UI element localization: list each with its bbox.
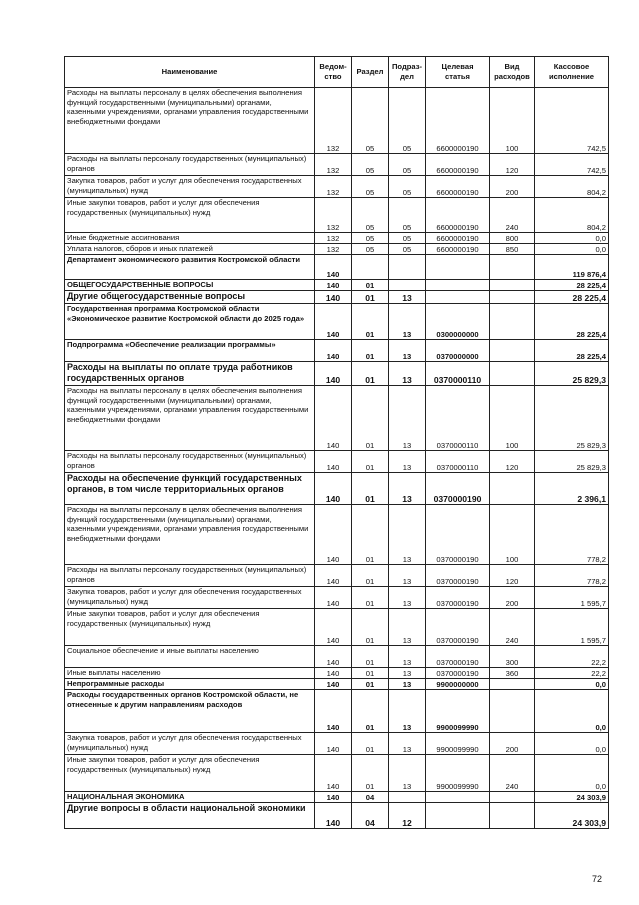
cell-article bbox=[426, 792, 490, 803]
cell-name: Расходы на обеспечение функций государственных органов, в том числе территориальных органов bbox=[65, 473, 315, 505]
table-row bbox=[65, 198, 609, 233]
cell-kind bbox=[490, 473, 535, 505]
cell-article: 0370000190 bbox=[426, 587, 490, 609]
cell-article: 0370000190 bbox=[426, 646, 490, 668]
cell-amount: 0,0 bbox=[535, 233, 609, 244]
cell-kind bbox=[490, 291, 535, 304]
budget-execution-table bbox=[64, 56, 609, 829]
cell-name: Иные закупки товаров, работ и услуг для обеспечения государственных (муниципальных) нужд bbox=[65, 609, 315, 646]
table-row bbox=[65, 291, 609, 304]
table-row bbox=[65, 505, 609, 565]
cell-subsection: 13 bbox=[389, 451, 426, 473]
cell-kind bbox=[490, 803, 535, 829]
table-row bbox=[65, 473, 609, 505]
cell-name: Другие общегосударственные вопросы bbox=[65, 291, 315, 304]
cell-kind: 120 bbox=[490, 565, 535, 587]
cell-section bbox=[352, 255, 389, 280]
cell-subsection: 13 bbox=[389, 304, 426, 340]
cell-subsection: 13 bbox=[389, 609, 426, 646]
cell-article: 9900099990 bbox=[426, 733, 490, 755]
cell-kind: 200 bbox=[490, 733, 535, 755]
cell-amount: 25 829,3 bbox=[535, 451, 609, 473]
cell-kind: 200 bbox=[490, 176, 535, 198]
cell-dept: 140 bbox=[315, 505, 352, 565]
table-row bbox=[65, 244, 609, 255]
cell-kind: 800 bbox=[490, 233, 535, 244]
cell-kind: 850 bbox=[490, 244, 535, 255]
header-name: Наименование bbox=[65, 57, 315, 88]
cell-kind bbox=[490, 340, 535, 362]
cell-section: 01 bbox=[352, 679, 389, 690]
cell-name: Департамент экономического развития Костромской области bbox=[65, 255, 315, 280]
cell-section: 04 bbox=[352, 792, 389, 803]
cell-section: 05 bbox=[352, 176, 389, 198]
cell-article bbox=[426, 255, 490, 280]
cell-name: Расходы на выплаты персоналу государственных (муниципальных) органов bbox=[65, 154, 315, 176]
cell-article: 9900099990 bbox=[426, 755, 490, 792]
header-amount: Кассовое исполнение bbox=[535, 57, 609, 88]
header-dept: Ведом-ство bbox=[315, 57, 352, 88]
cell-article: 6600000190 bbox=[426, 88, 490, 154]
cell-subsection: 13 bbox=[389, 291, 426, 304]
header-article: Целевая статья bbox=[426, 57, 490, 88]
cell-name: Иные бюджетные ассигнования bbox=[65, 233, 315, 244]
cell-kind: 240 bbox=[490, 198, 535, 233]
cell-amount: 28 225,4 bbox=[535, 340, 609, 362]
cell-dept: 132 bbox=[315, 198, 352, 233]
cell-subsection: 05 bbox=[389, 198, 426, 233]
cell-dept: 132 bbox=[315, 244, 352, 255]
cell-section: 05 bbox=[352, 88, 389, 154]
cell-name: НАЦИОНАЛЬНАЯ ЭКОНОМИКА bbox=[65, 792, 315, 803]
table-row bbox=[65, 154, 609, 176]
cell-amount: 24 303,9 bbox=[535, 803, 609, 829]
cell-name: Закупка товаров, работ и услуг для обеспечения государственных (муниципальных) нужд bbox=[65, 587, 315, 609]
cell-name: ОБЩЕГОСУДАРСТВЕННЫЕ ВОПРОСЫ bbox=[65, 280, 315, 291]
cell-dept: 140 bbox=[315, 668, 352, 679]
cell-section: 01 bbox=[352, 690, 389, 733]
table-row bbox=[65, 233, 609, 244]
cell-subsection: 13 bbox=[389, 565, 426, 587]
cell-subsection bbox=[389, 280, 426, 291]
table-row bbox=[65, 755, 609, 792]
cell-subsection: 13 bbox=[389, 473, 426, 505]
cell-amount: 0,0 bbox=[535, 679, 609, 690]
cell-dept: 140 bbox=[315, 451, 352, 473]
table-row bbox=[65, 340, 609, 362]
cell-kind: 120 bbox=[490, 451, 535, 473]
cell-name: Социальное обеспечение и иные выплаты населению bbox=[65, 646, 315, 668]
cell-article: 6600000190 bbox=[426, 176, 490, 198]
cell-article bbox=[426, 291, 490, 304]
cell-amount: 804,2 bbox=[535, 198, 609, 233]
cell-subsection: 05 bbox=[389, 244, 426, 255]
cell-dept: 140 bbox=[315, 792, 352, 803]
cell-kind: 240 bbox=[490, 609, 535, 646]
cell-dept: 140 bbox=[315, 255, 352, 280]
cell-subsection bbox=[389, 792, 426, 803]
cell-dept: 140 bbox=[315, 679, 352, 690]
cell-name: Уплата налогов, сборов и иных платежей bbox=[65, 244, 315, 255]
cell-dept: 140 bbox=[315, 340, 352, 362]
cell-subsection: 05 bbox=[389, 88, 426, 154]
cell-section: 01 bbox=[352, 473, 389, 505]
cell-name: Расходы на выплаты персоналу в целях обеспечения выполнения функций государственными (муниципальными) органами, казенными учреждениями, органами управления государственными внебюджетными фондами bbox=[65, 88, 315, 154]
table-row bbox=[65, 646, 609, 668]
cell-amount: 25 829,3 bbox=[535, 362, 609, 386]
cell-amount: 1 595,7 bbox=[535, 609, 609, 646]
cell-article: 0370000000 bbox=[426, 340, 490, 362]
header-section: Раздел bbox=[352, 57, 389, 88]
cell-dept: 132 bbox=[315, 233, 352, 244]
cell-amount: 28 225,4 bbox=[535, 280, 609, 291]
cell-section: 01 bbox=[352, 505, 389, 565]
cell-dept: 140 bbox=[315, 565, 352, 587]
table-row bbox=[65, 176, 609, 198]
cell-subsection: 13 bbox=[389, 690, 426, 733]
table-row bbox=[65, 668, 609, 679]
cell-amount: 25 829,3 bbox=[535, 386, 609, 451]
cell-amount: 119 876,4 bbox=[535, 255, 609, 280]
cell-kind: 100 bbox=[490, 88, 535, 154]
cell-section: 04 bbox=[352, 803, 389, 829]
cell-amount: 742,5 bbox=[535, 154, 609, 176]
table-row bbox=[65, 690, 609, 733]
cell-kind bbox=[490, 690, 535, 733]
cell-dept: 140 bbox=[315, 733, 352, 755]
cell-name: Непрограммные расходы bbox=[65, 679, 315, 690]
cell-article: 0370000190 bbox=[426, 473, 490, 505]
cell-dept: 140 bbox=[315, 291, 352, 304]
cell-kind: 100 bbox=[490, 386, 535, 451]
cell-article: 0370000190 bbox=[426, 565, 490, 587]
cell-section: 01 bbox=[352, 362, 389, 386]
cell-kind bbox=[490, 792, 535, 803]
cell-article: 6600000190 bbox=[426, 154, 490, 176]
cell-subsection: 13 bbox=[389, 755, 426, 792]
cell-article bbox=[426, 803, 490, 829]
table-row bbox=[65, 679, 609, 690]
cell-amount: 24 303,9 bbox=[535, 792, 609, 803]
cell-dept: 140 bbox=[315, 690, 352, 733]
cell-subsection: 13 bbox=[389, 646, 426, 668]
cell-kind: 240 bbox=[490, 755, 535, 792]
cell-section: 01 bbox=[352, 668, 389, 679]
cell-amount: 0,0 bbox=[535, 733, 609, 755]
cell-amount: 1 595,7 bbox=[535, 587, 609, 609]
page-number: 72 bbox=[591, 874, 602, 884]
cell-amount: 742,5 bbox=[535, 88, 609, 154]
table-body bbox=[65, 88, 609, 829]
cell-subsection: 13 bbox=[389, 505, 426, 565]
table-row bbox=[65, 587, 609, 609]
cell-kind bbox=[490, 679, 535, 690]
table-row bbox=[65, 733, 609, 755]
table-row bbox=[65, 609, 609, 646]
cell-name: Иные выплаты населению bbox=[65, 668, 315, 679]
cell-subsection: 13 bbox=[389, 733, 426, 755]
cell-kind: 120 bbox=[490, 154, 535, 176]
cell-name: Закупка товаров, работ и услуг для обеспечения государственных (муниципальных) нужд bbox=[65, 733, 315, 755]
table-row bbox=[65, 565, 609, 587]
cell-dept: 140 bbox=[315, 362, 352, 386]
cell-dept: 132 bbox=[315, 88, 352, 154]
cell-article: 6600000190 bbox=[426, 233, 490, 244]
cell-article: 0370000190 bbox=[426, 505, 490, 565]
cell-kind bbox=[490, 304, 535, 340]
cell-amount: 2 396,1 bbox=[535, 473, 609, 505]
cell-section: 01 bbox=[352, 280, 389, 291]
cell-amount: 22,2 bbox=[535, 668, 609, 679]
header-subsection: Подраз-дел bbox=[389, 57, 426, 88]
cell-name: Расходы на выплаты персоналу государственных (муниципальных) органов bbox=[65, 565, 315, 587]
cell-section: 05 bbox=[352, 198, 389, 233]
cell-section: 01 bbox=[352, 340, 389, 362]
cell-section: 01 bbox=[352, 291, 389, 304]
cell-section: 01 bbox=[352, 755, 389, 792]
cell-amount: 28 225,4 bbox=[535, 304, 609, 340]
cell-article: 6600000190 bbox=[426, 244, 490, 255]
cell-subsection: 05 bbox=[389, 176, 426, 198]
cell-section: 01 bbox=[352, 386, 389, 451]
cell-dept: 140 bbox=[315, 587, 352, 609]
cell-subsection: 13 bbox=[389, 362, 426, 386]
cell-subsection: 05 bbox=[389, 233, 426, 244]
cell-amount: 0,0 bbox=[535, 244, 609, 255]
cell-name: Подпрограмма «Обеспечение реализации программы» bbox=[65, 340, 315, 362]
header-kind: Вид расходов bbox=[490, 57, 535, 88]
cell-article: 6600000190 bbox=[426, 198, 490, 233]
cell-article: 0370000190 bbox=[426, 668, 490, 679]
cell-kind: 360 bbox=[490, 668, 535, 679]
cell-name: Расходы на выплаты персоналу в целях обеспечения выполнения функций государственными (муниципальными) органами, казенными учреждениями, органами управления государственными внебюджетными фондами bbox=[65, 505, 315, 565]
cell-amount: 28 225,4 bbox=[535, 291, 609, 304]
cell-article: 9900000000 bbox=[426, 679, 490, 690]
cell-kind bbox=[490, 255, 535, 280]
table-row bbox=[65, 803, 609, 829]
cell-kind bbox=[490, 280, 535, 291]
cell-dept: 140 bbox=[315, 386, 352, 451]
cell-section: 05 bbox=[352, 244, 389, 255]
cell-section: 01 bbox=[352, 587, 389, 609]
cell-subsection bbox=[389, 255, 426, 280]
cell-dept: 132 bbox=[315, 176, 352, 198]
cell-article: 0370000110 bbox=[426, 386, 490, 451]
table-row bbox=[65, 386, 609, 451]
cell-dept: 140 bbox=[315, 609, 352, 646]
table-row bbox=[65, 362, 609, 386]
cell-amount: 804,2 bbox=[535, 176, 609, 198]
cell-article: 0370000110 bbox=[426, 362, 490, 386]
table-row bbox=[65, 792, 609, 803]
cell-amount: 778,2 bbox=[535, 505, 609, 565]
cell-section: 01 bbox=[352, 451, 389, 473]
cell-name: Иные закупки товаров, работ и услуг для обеспечения государственных (муниципальных) нужд bbox=[65, 755, 315, 792]
cell-kind bbox=[490, 362, 535, 386]
cell-dept: 140 bbox=[315, 803, 352, 829]
cell-name: Расходы на выплаты персоналу государственных (муниципальных) органов bbox=[65, 451, 315, 473]
cell-article: 0370000110 bbox=[426, 451, 490, 473]
cell-subsection: 13 bbox=[389, 587, 426, 609]
cell-dept: 132 bbox=[315, 154, 352, 176]
cell-dept: 140 bbox=[315, 304, 352, 340]
cell-article: 0370000190 bbox=[426, 609, 490, 646]
cell-section: 01 bbox=[352, 565, 389, 587]
cell-dept: 140 bbox=[315, 473, 352, 505]
cell-article: 9900099990 bbox=[426, 690, 490, 733]
cell-subsection: 13 bbox=[389, 386, 426, 451]
cell-section: 01 bbox=[352, 646, 389, 668]
table-row bbox=[65, 451, 609, 473]
cell-name: Расходы на выплаты по оплате труда работников государственных органов bbox=[65, 362, 315, 386]
cell-section: 01 bbox=[352, 304, 389, 340]
cell-section: 01 bbox=[352, 733, 389, 755]
cell-section: 05 bbox=[352, 154, 389, 176]
cell-name: Расходы на выплаты персоналу в целях обеспечения выполнения функций государственными (муниципальными) органами, казенными учреждениями, органами управления государственными внебюджетными фондами bbox=[65, 386, 315, 451]
cell-dept: 140 bbox=[315, 755, 352, 792]
table-row bbox=[65, 304, 609, 340]
cell-name: Государственная программа Костромской области «Экономическое развитие Костромской области до 2025 года» bbox=[65, 304, 315, 340]
table-row bbox=[65, 88, 609, 154]
cell-section: 01 bbox=[352, 609, 389, 646]
cell-subsection: 05 bbox=[389, 154, 426, 176]
cell-kind: 100 bbox=[490, 505, 535, 565]
cell-section: 05 bbox=[352, 233, 389, 244]
cell-name: Иные закупки товаров, работ и услуг для обеспечения государственных (муниципальных) нужд bbox=[65, 198, 315, 233]
cell-amount: 22,2 bbox=[535, 646, 609, 668]
cell-name: Другие вопросы в области национальной экономики bbox=[65, 803, 315, 829]
cell-dept: 140 bbox=[315, 280, 352, 291]
cell-kind: 300 bbox=[490, 646, 535, 668]
cell-dept: 140 bbox=[315, 646, 352, 668]
cell-name: Закупка товаров, работ и услуг для обеспечения государственных (муниципальных) нужд bbox=[65, 176, 315, 198]
cell-article: 0300000000 bbox=[426, 304, 490, 340]
cell-amount: 778,2 bbox=[535, 565, 609, 587]
cell-article bbox=[426, 280, 490, 291]
cell-subsection: 13 bbox=[389, 668, 426, 679]
cell-kind: 200 bbox=[490, 587, 535, 609]
cell-subsection: 12 bbox=[389, 803, 426, 829]
cell-amount: 0,0 bbox=[535, 690, 609, 733]
cell-subsection: 13 bbox=[389, 340, 426, 362]
table-row bbox=[65, 280, 609, 291]
table-row bbox=[65, 255, 609, 280]
cell-subsection: 13 bbox=[389, 679, 426, 690]
cell-name: Расходы государственных органов Костромской области, не отнесенные к другим направлениям расходов bbox=[65, 690, 315, 733]
table-header-row bbox=[65, 57, 609, 88]
cell-amount: 0,0 bbox=[535, 755, 609, 792]
